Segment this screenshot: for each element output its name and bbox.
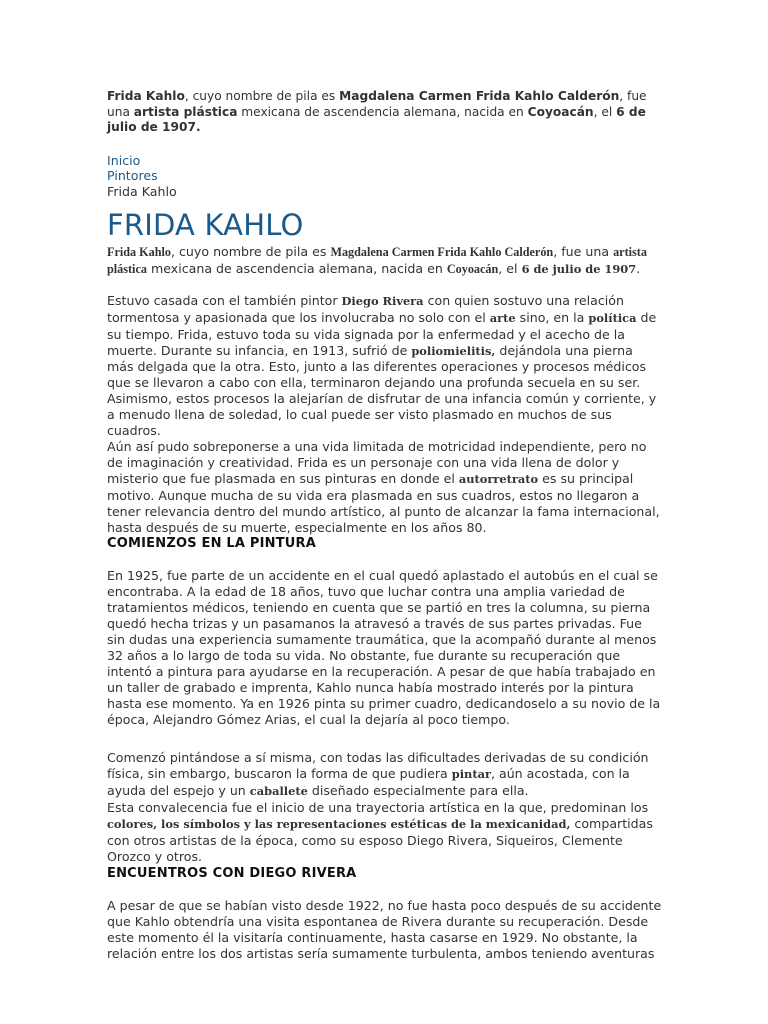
keyword-politica: política xyxy=(588,310,637,325)
keyword-arte: arte xyxy=(489,310,516,325)
breadcrumb-category-link[interactable]: Pintores xyxy=(107,168,158,183)
keyword-poliomielitis: poliomielitis, xyxy=(411,343,496,358)
paragraph-self-portrait: Comenzó pintándose a sí misma, con todas las dificultades derivadas de su condición física, sin embargo, buscaron la forma de que pudiera pintar, aún acostada, con la ayuda del espejo y un caballete diseñado especialmente para ella. xyxy=(107,750,649,799)
section-heading-pintura: COMIENZOS EN LA PINTURA xyxy=(107,536,316,552)
breadcrumb-current: Frida Kahlo xyxy=(107,183,177,199)
lead-date: 6 de julio de 1907 xyxy=(521,261,637,276)
intro-place: Coyoacán xyxy=(527,104,594,119)
section-heading-rivera: ENCUENTROS CON DIEGO RIVERA xyxy=(107,865,357,881)
intro-summary: Frida Kahlo, cuyo nombre de pila es Magdalena Carmen Frida Kahlo Calderón, fue una artista plástica mexicana de ascendencia alemana, nacida en Coyoacán, el 6 de julio de 1907. xyxy=(107,89,647,134)
lead-place: Coyoacán xyxy=(446,261,499,276)
keyword-pintar: pintar xyxy=(451,767,491,782)
intro-fullname: Magdalena Carmen Frida Kahlo Calderón xyxy=(339,89,620,103)
intro-date: 6 de julio de 1907. xyxy=(107,104,646,134)
intro-profession: artista plástica xyxy=(133,104,238,119)
lead-profession: artista plástica xyxy=(107,245,647,276)
lead-name: Frida Kahlo xyxy=(107,245,171,259)
keyword-caballete: caballete xyxy=(249,784,308,799)
keyword-autorretrato: autorretrato xyxy=(458,471,539,486)
lead-fullname: Magdalena Carmen Frida Kahlo Calderón xyxy=(330,245,554,259)
breadcrumb xyxy=(107,153,663,200)
breadcrumb-home-link[interactable]: Inicio xyxy=(107,152,141,168)
paragraph-rivera: A pesar de que se habían visto desde 1922, no fue hasta poco después de su accidente que Kahlo obtendría una visita espontanea de Rivera durante su recuperación. Desde este momento él la visitaría continuamente, hasta casarse en 1929. No obstante, la relación entre los dos artistas sería sumamente turbulenta, ambos teniendo aventuras xyxy=(107,897,662,961)
intro-name: Frida Kahlo xyxy=(107,89,185,103)
paragraph-biography: Estuvo casada con el también pintor Diego Rivera con quien sostuvo una relación tormentosa y apasionada que los involucraba no solo con el arte sino, en la política de su tiempo. Frida, estuvo toda su vida signada por la enfermedad y el acecho de la muerte. Durante su infancia, en 1913, sufrió de poliomielitis, dejándola una pierna más delgada que la otra. Esto, junto a las diferentes operaciones y procesos médicos que se llevaron a cabo con ella, terminaron dejando una profunda secuela en su ser. Asimismo, estos procesos la alejarían de disfrutar de una infancia común y corriente, y a menudo llena de soledad, lo cual puede ser visto plasmado en muchos de sus cuadros. xyxy=(107,292,657,439)
article-page xyxy=(107,89,663,961)
keyword-mexicanidad: colores, los símbolos y las representaciones estéticas de la mexicanidad, xyxy=(107,817,571,832)
lead-paragraph: Frida Kahlo, cuyo nombre de pila es Magdalena Carmen Frida Kahlo Calderón, fue una artista plástica mexicana de ascendencia alemana, nacida en Coyoacán, el 6 de julio de 1907. xyxy=(107,244,647,276)
paragraph-accident: En 1925, fue parte de un accidente en el cual quedó aplastado el autobús en el cual se encontraba. A la edad de 18 años, tuvo que luchar contra una amplia variedad de tratamientos médicos, teniendo en cuenta que se partió en tres la columna, su pierna quedó hecha trizas y un pasamanos la atravesó a través de sus partes privadas. Fue sin dudas una experiencia sumamente traumática, que la acompañó durante al menos 32 años a lo largo de toda su vida. No obstante, fue durante su recuperación que intentó a pintura para ayudarse en la recuperación. A pesar de que había trabajado en un taller de grabado e imprenta, Kahlo nunca había mostrado interés por la pintura hasta ese momento. Ya en 1926 pinta su primer cuadro, dedicandoselo a su novio de la época, Alejandro Gómez Arias, el cual la dejaría al poco tiempo. xyxy=(107,568,661,727)
keyword-diego-rivera: Diego Rivera xyxy=(341,293,424,308)
page-title: FRIDA KAHLO xyxy=(107,208,304,242)
paragraph-trajectory: Esta convalecencia fue el inicio de una trayectoria artística en la que, predominan los colores, los símbolos y las representaciones estéticas de la mexicanidad, compartidas con otros artistas de la época, como su esposo Diego Rivera, Siqueiros, Clemente Orozco y otros. xyxy=(107,800,653,864)
paragraph-legacy: Aún así pudo sobreponerse a una vida limitada de motricidad independiente, pero no de imaginación y creatividad. Frida es un personaje con una vida llena de dolor y misterio que fue plasmada en sus pinturas en donde el autorretrato es su principal motivo. Aunque mucha de su vida era plasmada en sus cuadros, estos no llegaron a tener relevancia dentro del mundo artístico, al punto de alcanzar la fama internacional, hasta después de su muerte, especialmente en los años 80. xyxy=(107,438,660,535)
